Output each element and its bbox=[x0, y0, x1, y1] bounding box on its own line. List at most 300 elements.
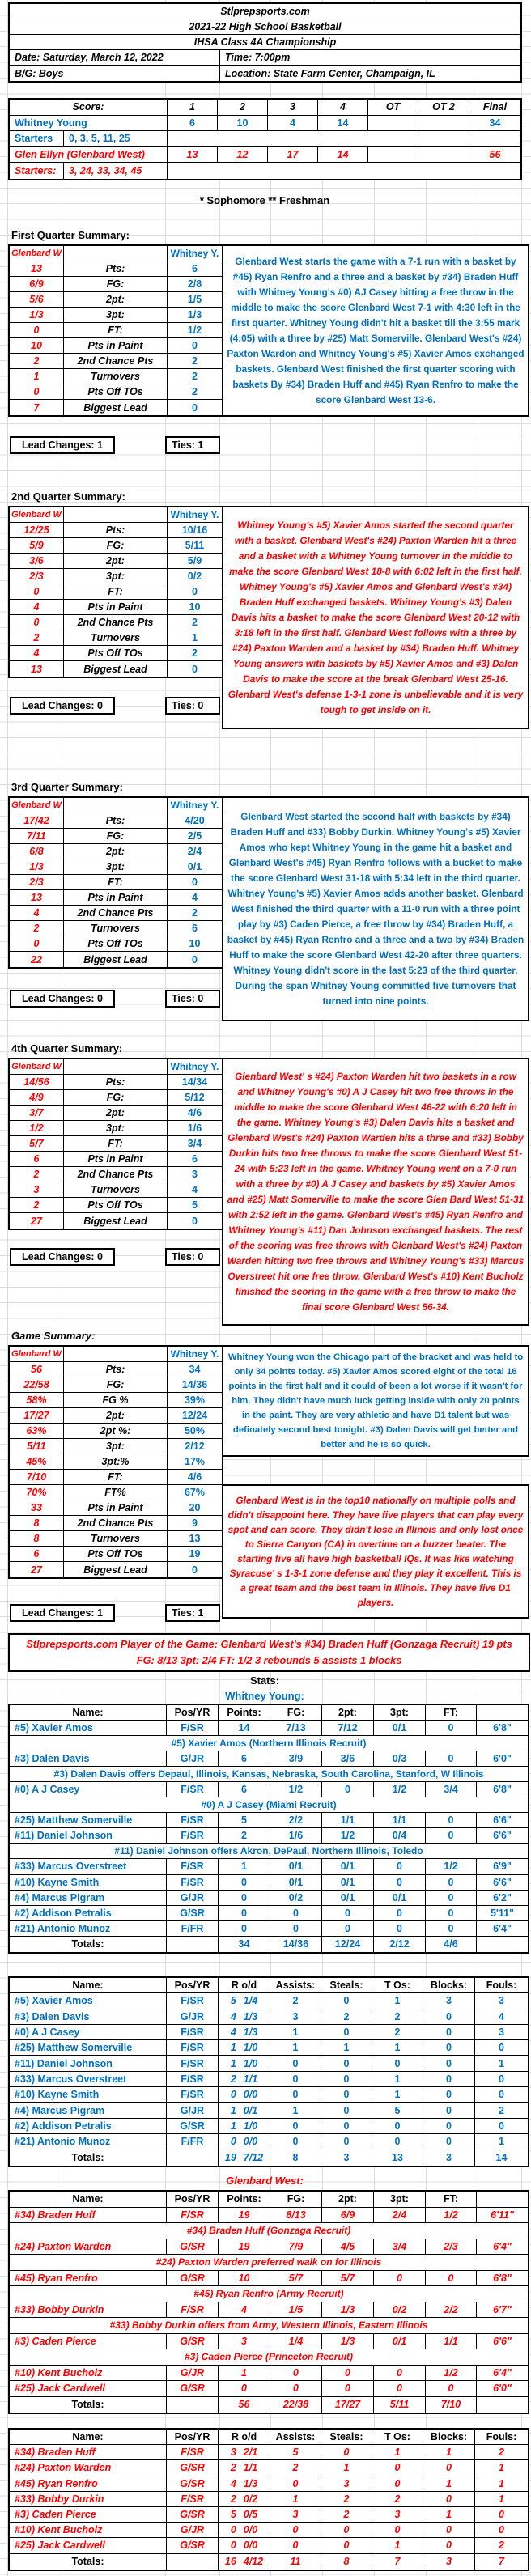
column-header: 3pt: bbox=[374, 2192, 426, 2208]
stat-value: 4 bbox=[475, 2009, 528, 2025]
stat-value: 6'0" bbox=[477, 2381, 528, 2397]
stat-value: F/SR bbox=[167, 2056, 219, 2071]
stat-value: 0/1 bbox=[374, 1891, 426, 1906]
column-header: Assists: bbox=[270, 2430, 321, 2445]
glenbard-score bbox=[368, 147, 418, 163]
stat-value: 1 bbox=[270, 2040, 321, 2056]
glenbard-stat-value: 2/3 bbox=[10, 875, 64, 890]
glenbard-stat-value: 8 bbox=[10, 1516, 64, 1531]
player-name: #3) Dalen Davis bbox=[10, 2009, 167, 2025]
whitney-stat-value: 2/12 bbox=[168, 1439, 222, 1454]
stat-value: 4/5 bbox=[322, 2239, 374, 2256]
stat-value: 10 bbox=[219, 2271, 270, 2287]
stat-value: F/FR bbox=[167, 1921, 219, 1937]
quarter-narrative: Glenbard West started the second half with baskets by #34) Braden Huff and #33) Bobby Durkin. Whitney Young's #5) Xavier Amos who kept Whitney Young in the game hit a basket and Glenbard West's #45) Ryan Renfro follows with a bucket to make the score Glenbard West 31-18 with 5:34 left in the third quarter. Whitney Young's #5) Xavier Amos adds another basket. Glenbard West finished the third quarter with a 11-0 run with a three point play by #3) Caden Pierce, a free throw by #34) Braden Huff, a basket by #45) Ryan Renfro and a three and a two by #34) Braden Huff to make the score Glenbard West 42-20 after three quarters. Whitney Young didn't score in the last 5:23 of the third quarter. During the span Whitney Young committed five turnovers that turned into nine points. bbox=[222, 796, 529, 1021]
whitney-score bbox=[368, 116, 418, 132]
stat-value: 0 bbox=[270, 2381, 322, 2397]
whitney-starters: 0, 3, 5, 11, 25 bbox=[64, 131, 168, 147]
stat-value: 0 bbox=[270, 1906, 322, 1921]
column-header: FG: bbox=[270, 2192, 322, 2208]
whitney-score: 34 bbox=[469, 116, 520, 132]
column-header: 3pt: bbox=[374, 1705, 426, 1721]
whitney-stat-value: 0 bbox=[168, 338, 222, 354]
player-name: #21) Antonio Munoz bbox=[10, 2134, 167, 2149]
glenbard-stat-value: 0 bbox=[10, 323, 64, 338]
glenbard-stat-value: 2 bbox=[10, 1167, 64, 1182]
stat-value: G/SR bbox=[167, 2460, 219, 2476]
whitney-stat-value: 6 bbox=[168, 921, 222, 936]
glenbard-stat-value: 7 bbox=[10, 400, 64, 415]
stat-value: 7/12 bbox=[322, 1721, 374, 1736]
stat-value: 1 bbox=[372, 2072, 423, 2087]
whitney-stat-value: 17% bbox=[168, 1454, 222, 1470]
player-name: #34) Braden Huff bbox=[10, 2445, 167, 2460]
stat-label: 2pt: bbox=[64, 1408, 168, 1424]
stat-label: Pts Off TOs bbox=[64, 1198, 168, 1213]
column-header: Pos/YR bbox=[167, 2192, 219, 2208]
blank bbox=[64, 1347, 168, 1362]
column-header: Steals: bbox=[321, 1978, 372, 1993]
blank bbox=[64, 1059, 168, 1075]
recruit-note: #5) Xavier Amos (Northern Illinois Recruit) bbox=[10, 1736, 528, 1751]
stat-value: G/SR bbox=[167, 2119, 219, 2134]
stat-label: 3pt: bbox=[64, 569, 168, 584]
whitney-column-header: Whitney Y. bbox=[168, 507, 222, 523]
glenbard-stat-value: 6/9 bbox=[10, 277, 64, 292]
column-header: Pos/YR bbox=[167, 1705, 219, 1721]
totals-value bbox=[477, 2397, 528, 2413]
stat-value: 0 bbox=[374, 2271, 426, 2287]
recruit-note: #11) Daniel Johnson offers Akron, DePaul, Northern Illinois, Toledo bbox=[10, 1844, 528, 1859]
stat-value: G/SR bbox=[167, 2239, 219, 2256]
column-header bbox=[477, 1705, 528, 1721]
stat-label: 2nd Chance Pts bbox=[64, 906, 168, 921]
glenbard-stat-value: 3/6 bbox=[10, 554, 64, 569]
whitney-column-header: Whitney Y. bbox=[168, 1347, 222, 1362]
stat-value: 0 bbox=[270, 2056, 321, 2071]
glenbard-stat-value: 27 bbox=[10, 1213, 64, 1229]
totals-value: 7 bbox=[499, 2556, 504, 2568]
column-header: Name: bbox=[10, 2430, 167, 2445]
stat-value: 5'11" bbox=[477, 1906, 528, 1921]
stat-label: Turnovers bbox=[64, 630, 168, 646]
glenbard-stat-value: 4 bbox=[10, 646, 64, 661]
stat-value: 0 bbox=[270, 2366, 322, 2382]
glenbard-score: 17 bbox=[268, 147, 318, 163]
stat-value: 2/2 bbox=[270, 1813, 322, 1828]
stat-value: 2 bbox=[372, 2025, 423, 2040]
quarter-narrative: Glenbard West' s #24) Paxton Warden hit two baskets in a row and Whitney Young's #0) A J Casey hit two free throws in the middle to make the score Glenbard West 46-22 with 6:20 left in the game. Whitney Young's #3) Dalen Davis hits a basket and Glenbard West's #24) Paxton Warden hits a three and #33) Bobby Durkin hits two free throws to make the score Glenbard West 51-24 with 5:23 left in the game. Whitney Young went on a 7-0 run with a three by #0) A J Casey and baskets by #5) Xavier Amos and #25) Matt Somerville to make the score Glen Bard West 51-31 with 2:52 left in the game. Glenbard West's #45) Ryan Renfro and Whitney Young's #11) Dan Johnson exchanged baskets. The rest of the scoring was free throws with Glenbard West's #24) Paxton Warden hitting two free throws and Whitney Young's #33) Marcus Overstreet hit one free throw. Glenbard West's #10) Kent Bucholz finished the scoring in the game with a free throw to make the final score Glenbard West 56-34. bbox=[222, 1058, 529, 1326]
glenbard-stat-value: 2 bbox=[10, 1198, 64, 1213]
stat-label: FT: bbox=[64, 1470, 168, 1485]
totals-value: 5/11 bbox=[374, 2397, 426, 2413]
glenbard-column-header: Glenbard W bbox=[10, 507, 64, 523]
stat-value: 5/7 bbox=[270, 2271, 322, 2287]
whitney-young-label: Whitney Young: bbox=[225, 1690, 304, 1702]
whitney-stat-value: 2 bbox=[168, 906, 222, 921]
totals-value: 17/27 bbox=[322, 2397, 374, 2413]
stat-value: G/JR bbox=[167, 2523, 219, 2538]
advanced-table bbox=[8, 2428, 529, 2571]
stat-value: 2 bbox=[372, 2009, 423, 2025]
column-header: R o/d bbox=[219, 1978, 270, 1993]
whitney-stat-value: 10 bbox=[168, 600, 222, 615]
stat-label: Biggest Lead bbox=[64, 661, 168, 677]
player-name: #25) Matthew Somerville bbox=[10, 2040, 167, 2056]
ties-box: Ties: 0 bbox=[165, 697, 220, 715]
stat-value: 0 bbox=[321, 2072, 372, 2087]
whitney-stat-value: 4 bbox=[168, 890, 222, 906]
rebounds-value: 2 1/1 bbox=[219, 2072, 270, 2087]
stat-label: Biggest Lead bbox=[64, 1562, 168, 1577]
glenbard-score: 14 bbox=[318, 147, 368, 163]
recruit-note: #3) Dalen Davis offers Depaul, Illinois, Kansas, Nebraska, South Carolina, Stanford, W Illinois bbox=[10, 1767, 528, 1782]
whitney-stat-value: 2/8 bbox=[168, 277, 222, 292]
recruit-note: #0) A J Casey (Miami Recruit) bbox=[10, 1797, 528, 1813]
stat-value: 0 bbox=[270, 2538, 321, 2553]
rebounds-value: 0 0/0 bbox=[219, 2134, 270, 2149]
stat-value: 6'4" bbox=[477, 1921, 528, 1937]
stat-value: 5 bbox=[270, 2445, 321, 2460]
stat-value: 0 bbox=[475, 2119, 528, 2134]
stat-value: 0 bbox=[270, 2476, 321, 2492]
stat-value: 0/1 bbox=[322, 1875, 374, 1891]
stat-value: G/JR bbox=[167, 2366, 219, 2382]
stat-label: 3pt:% bbox=[64, 1454, 168, 1470]
stat-value: 1/2 bbox=[322, 1828, 374, 1844]
stat-value: 0 bbox=[475, 2523, 528, 2538]
stat-label: 2pt: bbox=[64, 292, 168, 308]
stat-value: G/SR bbox=[167, 2507, 219, 2523]
stat-label: Pts: bbox=[64, 1075, 168, 1090]
glenbard-column-header: Glenbard W bbox=[10, 246, 64, 261]
period-header: 2 bbox=[218, 100, 268, 116]
stat-value: 2 bbox=[219, 1828, 270, 1844]
stat-value: 0 bbox=[426, 2381, 477, 2397]
stat-value: 2/2 bbox=[426, 2302, 477, 2319]
stat-value: 0 bbox=[423, 2040, 475, 2056]
stat-value: 7/9 bbox=[270, 2239, 322, 2256]
stat-label: 3pt: bbox=[64, 308, 168, 323]
stat-value: 1 bbox=[270, 2103, 321, 2118]
stat-value: 0 bbox=[423, 2119, 475, 2134]
season-title: 2021-22 High School Basketball bbox=[10, 19, 520, 35]
glenbard-stat-value: 45% bbox=[10, 1454, 64, 1470]
whitney-stat-value: 0 bbox=[168, 584, 222, 600]
column-header: Blocks: bbox=[423, 2430, 475, 2445]
stats-title: Stats: bbox=[249, 1674, 280, 1687]
site-title: Stlprepsports.com bbox=[10, 4, 520, 19]
whitney-stat-value: 0/1 bbox=[168, 859, 222, 875]
stat-value: 0 bbox=[219, 1875, 270, 1891]
stat-value: G/JR bbox=[167, 2103, 219, 2118]
stat-value: 0/1 bbox=[374, 1721, 426, 1736]
stat-value: 0 bbox=[321, 2523, 372, 2538]
column-header: FT: bbox=[426, 1705, 477, 1721]
stat-value: 1/3 bbox=[322, 2334, 374, 2350]
glenbard-stat-value: 6 bbox=[10, 1152, 64, 1167]
game-narrative-2: Glenbard West is in the top10 nationally on multiple polls and didn't disappoint here. They have five players that can play every spot and can score. They didn't lose in Illinois and only lost once to Sierra Canyon (CA) in overtime on a buzzer beater. The starting five all have high basketball IQs. It was like watching Syracuse' s 1-3-1 zone defense and they play it excellent. This is a great team and the best team in Illinois. They have five D1 players. bbox=[222, 1484, 529, 1619]
rebounds-value: 1 1/0 bbox=[219, 2056, 270, 2071]
game-date: Date: Saturday, March 12, 2022 bbox=[10, 50, 220, 66]
summary-table bbox=[8, 796, 223, 969]
column-header: FG: bbox=[270, 1705, 322, 1721]
player-name: #4) Marcus Pigram bbox=[10, 2103, 167, 2118]
stat-label: FT: bbox=[64, 875, 168, 890]
player-name: #3) Caden Pierce bbox=[10, 2507, 167, 2523]
totals-value: 22/38 bbox=[270, 2397, 322, 2413]
whitney-young-name: Whitney Young bbox=[10, 116, 168, 132]
stat-value: 0 bbox=[372, 2134, 423, 2149]
whitney-stat-value: 2/5 bbox=[168, 829, 222, 844]
totals-value: 14 bbox=[495, 2151, 508, 2163]
glenbard-stat-value: 17/27 bbox=[10, 1408, 64, 1424]
glenbard-stat-value: 6/8 bbox=[10, 844, 64, 859]
stat-value: 6'4" bbox=[477, 2366, 528, 2382]
stat-value: 1 bbox=[475, 2492, 528, 2507]
rebounds-value: 0 0/0 bbox=[219, 2538, 270, 2553]
stat-value: 0 bbox=[321, 2538, 372, 2553]
stat-value: 0 bbox=[426, 1921, 477, 1937]
stat-label: FG: bbox=[64, 829, 168, 844]
stat-value: G/SR bbox=[167, 2538, 219, 2553]
player-name: #10) Kayne Smith bbox=[10, 1875, 167, 1891]
stat-value: 3 bbox=[270, 2507, 321, 2523]
totals-value: 8 bbox=[321, 2554, 372, 2570]
glenbard-stat-value: 12/25 bbox=[10, 523, 64, 538]
stat-value: 2 bbox=[321, 2009, 372, 2025]
stat-value: 1/2 bbox=[374, 1782, 426, 1797]
player-name: #3) Caden Pierce bbox=[10, 2334, 167, 2350]
stat-value: 0 bbox=[270, 1921, 322, 1937]
stat-value: F/FR bbox=[167, 2134, 219, 2149]
stat-value: 1 bbox=[270, 2025, 321, 2040]
stat-value: 0 bbox=[423, 2072, 475, 2087]
stat-label: 2nd Chance Pts bbox=[64, 1167, 168, 1182]
stat-value: 0 bbox=[423, 2009, 475, 2025]
stat-value: F/SR bbox=[167, 2208, 219, 2224]
summary-title: 2nd Quarter Summary: bbox=[11, 490, 125, 503]
stat-label: Pts in Paint bbox=[64, 338, 168, 354]
glenbard-stat-value: 0 bbox=[10, 584, 64, 600]
stat-label: 2nd Chance Pts bbox=[64, 615, 168, 630]
stat-value: 5/7 bbox=[322, 2271, 374, 2287]
glenbard-west-name: Glen Ellyn (Glenbard West) bbox=[10, 147, 168, 163]
stat-value: 0 bbox=[321, 2103, 372, 2118]
game-gender: B/G: Boys bbox=[10, 66, 220, 81]
totals-label: Totals: bbox=[10, 2397, 167, 2413]
whitney-stat-value: 0 bbox=[192, 953, 198, 965]
whitney-stat-value: 39% bbox=[168, 1393, 222, 1408]
stat-value: 1 bbox=[475, 2056, 528, 2071]
rebounds-value: 1 0/1 bbox=[219, 2103, 270, 2118]
stat-value: 0 bbox=[322, 1921, 374, 1937]
legend-note: * Sophomore ** Freshman bbox=[199, 194, 330, 206]
stat-value: 0 bbox=[219, 1921, 270, 1937]
glenbard-score: 13 bbox=[168, 147, 218, 163]
stat-value: 6'6" bbox=[477, 1828, 528, 1844]
stat-value: 0 bbox=[426, 1721, 477, 1736]
stat-value: 1/2 bbox=[426, 2366, 477, 2382]
whitney-stat-value: 10 bbox=[168, 936, 222, 952]
column-header: Assists: bbox=[270, 1978, 321, 1993]
stat-value: 1 bbox=[372, 2087, 423, 2103]
glenbard-score: 12 bbox=[218, 147, 268, 163]
stat-label: Turnovers bbox=[64, 369, 168, 384]
stat-label: Biggest Lead bbox=[64, 1213, 168, 1229]
glenbard-stat-value: 4/9 bbox=[10, 1090, 64, 1106]
stat-value: 1 bbox=[270, 2492, 321, 2507]
glenbard-stat-value: 2/3 bbox=[10, 569, 64, 584]
whitney-stat-value: 1 bbox=[168, 630, 222, 646]
player-name: #10) Kent Bucholz bbox=[10, 2523, 167, 2538]
recruit-note: #3) Caden Pierce (Princeton Recruit) bbox=[10, 2349, 528, 2366]
stat-value: 0 bbox=[270, 2119, 321, 2134]
stat-value: 5 bbox=[372, 2103, 423, 2118]
recruit-note: #24) Paxton Warden preferred walk on for Illinois bbox=[10, 2255, 528, 2271]
stat-value: F/SR bbox=[167, 1875, 219, 1891]
summary-title: Game Summary: bbox=[11, 1330, 96, 1342]
column-header: Name: bbox=[10, 2192, 167, 2208]
stat-value: 1/1 bbox=[426, 2334, 477, 2350]
glenbard-stat-value: 4 bbox=[10, 906, 64, 921]
score-table bbox=[8, 98, 522, 180]
stat-value: 1/1 bbox=[374, 1813, 426, 1828]
stat-value: 2 bbox=[321, 2492, 372, 2507]
stat-value: F/SR bbox=[167, 2072, 219, 2087]
stat-value: 2 bbox=[475, 2103, 528, 2118]
stat-value: 3 bbox=[219, 2334, 270, 2350]
period-header: 4 bbox=[318, 100, 368, 116]
stat-value: 0 bbox=[374, 1921, 426, 1937]
rebounds-value: 5 0/5 bbox=[219, 2507, 270, 2523]
totals-value: 7/10 bbox=[426, 2397, 477, 2413]
whitney-stat-value: 4/6 bbox=[168, 1106, 222, 1121]
stat-value: 1 bbox=[372, 2040, 423, 2056]
glenbard-stat-value: 22/58 bbox=[10, 1377, 64, 1393]
stat-value: F/SR bbox=[167, 1813, 219, 1828]
player-name: #45) Ryan Renfro bbox=[10, 2476, 167, 2492]
stat-value: 0 bbox=[219, 2381, 270, 2397]
stat-value: 6'11" bbox=[477, 2208, 528, 2224]
stat-label: Pts: bbox=[64, 1362, 168, 1377]
totals-rebounds: 16 4/12 bbox=[219, 2554, 270, 2570]
stat-label: Pts Off TOs bbox=[64, 1547, 168, 1562]
stat-value: 0 bbox=[374, 1859, 426, 1874]
game-time: Time: 7:00pm bbox=[220, 50, 520, 66]
stat-value: 0 bbox=[426, 1751, 477, 1767]
whitney-stat-value: 6 bbox=[168, 1152, 222, 1167]
glenbard-score bbox=[418, 147, 469, 163]
lead-changes-box: Lead Changes: 1 bbox=[10, 436, 115, 454]
stat-value: 2 bbox=[475, 2445, 528, 2460]
stat-value: 6'6" bbox=[477, 2334, 528, 2350]
stat-label: 2pt: bbox=[64, 1106, 168, 1121]
whitney-stat-value: 19 bbox=[168, 1547, 222, 1562]
stat-label: FG: bbox=[64, 1090, 168, 1106]
whitney-stat-value: 14/36 bbox=[168, 1377, 222, 1393]
glenbard-stat-value: 1/3 bbox=[10, 859, 64, 875]
stat-value: 0 bbox=[426, 1813, 477, 1828]
stat-value: F/SR bbox=[167, 2302, 219, 2319]
stat-value: 3/4 bbox=[426, 1782, 477, 1797]
whitney-column-header: Whitney Y. bbox=[168, 246, 222, 261]
stat-label: 2nd Chance Pts bbox=[64, 1516, 168, 1531]
stat-value: F/SR bbox=[167, 2492, 219, 2507]
stat-value: 0 bbox=[423, 2103, 475, 2118]
summary-table bbox=[8, 1058, 223, 1230]
glenbard-stat-value: 1/3 bbox=[10, 308, 64, 323]
glenbard-stat-value: 7/11 bbox=[10, 829, 64, 844]
stat-value: 0 bbox=[475, 2072, 528, 2087]
stat-value: 5 bbox=[219, 1813, 270, 1828]
lead-changes-box: Lead Changes: 0 bbox=[10, 1248, 115, 1266]
stat-value: 2 bbox=[321, 2507, 372, 2523]
stat-value: 2 bbox=[372, 2492, 423, 2507]
stat-value: 1 bbox=[423, 2445, 475, 2460]
stat-label: Biggest Lead bbox=[64, 952, 168, 967]
stat-value: 0 bbox=[270, 2523, 321, 2538]
whitney-stat-value: 9 bbox=[168, 1516, 222, 1531]
stat-value: 3 bbox=[475, 2025, 528, 2040]
shooting-table bbox=[8, 1704, 529, 1954]
blank bbox=[168, 131, 520, 147]
rebounds-value: 2 1/1 bbox=[219, 2460, 270, 2476]
score-header-label: Score: bbox=[10, 100, 168, 116]
column-header: Pos/YR bbox=[167, 1978, 219, 1993]
player-name: #0) A J Casey bbox=[10, 1782, 167, 1797]
glenbard-stat-value: 13 bbox=[10, 661, 64, 677]
stat-value: 1/1 bbox=[322, 1813, 374, 1828]
glenbard-stat-value: 56 bbox=[10, 1362, 64, 1377]
whitney-stat-value: 4/6 bbox=[168, 1470, 222, 1485]
stat-value: 0 bbox=[321, 2445, 372, 2460]
glenbard-stat-value: 17/42 bbox=[10, 813, 64, 829]
stat-value: 0 bbox=[426, 1891, 477, 1906]
totals-value: 3 bbox=[423, 2554, 475, 2570]
stat-value: 0 bbox=[321, 2087, 372, 2103]
glenbard-column-header: Glenbard W bbox=[10, 1059, 64, 1075]
stat-value: 0 bbox=[426, 1875, 477, 1891]
stat-value: 19 bbox=[219, 2208, 270, 2224]
stat-value: 6'2" bbox=[477, 1891, 528, 1906]
column-header: Points: bbox=[219, 1705, 270, 1721]
period-header: 3 bbox=[268, 100, 318, 116]
glenbard-stat-value: 6 bbox=[10, 1547, 64, 1562]
stat-value: 0 bbox=[270, 2072, 321, 2087]
player-name: #10) Kent Bucholz bbox=[10, 2366, 167, 2382]
stat-value: 3/4 bbox=[374, 2239, 426, 2256]
stat-value: 0 bbox=[374, 2366, 426, 2382]
summary-title: 4th Quarter Summary: bbox=[11, 1042, 123, 1055]
player-name: #11) Daniel Johnson bbox=[10, 2056, 167, 2071]
stat-label: Biggest Lead bbox=[64, 400, 168, 415]
whitney-stat-value: 4 bbox=[168, 1182, 222, 1198]
column-header: T Os: bbox=[372, 1978, 423, 1993]
stat-value: 2 bbox=[270, 2460, 321, 2476]
whitney-score: 4 bbox=[268, 116, 318, 132]
stat-value: 19 bbox=[219, 2239, 270, 2256]
stat-label: Pts Off TOs bbox=[64, 646, 168, 661]
stat-value: 1 bbox=[475, 2460, 528, 2476]
stat-value: 0 bbox=[423, 2087, 475, 2103]
glenbard-stat-value: 13 bbox=[10, 261, 64, 277]
player-name: #33) Bobby Durkin bbox=[10, 2302, 167, 2319]
stat-value: 0 bbox=[321, 2134, 372, 2149]
ties-box: Ties: 0 bbox=[165, 1248, 220, 1266]
whitney-stat-value: 5/11 bbox=[168, 538, 222, 554]
whitney-starters-label: Starters bbox=[10, 131, 64, 147]
